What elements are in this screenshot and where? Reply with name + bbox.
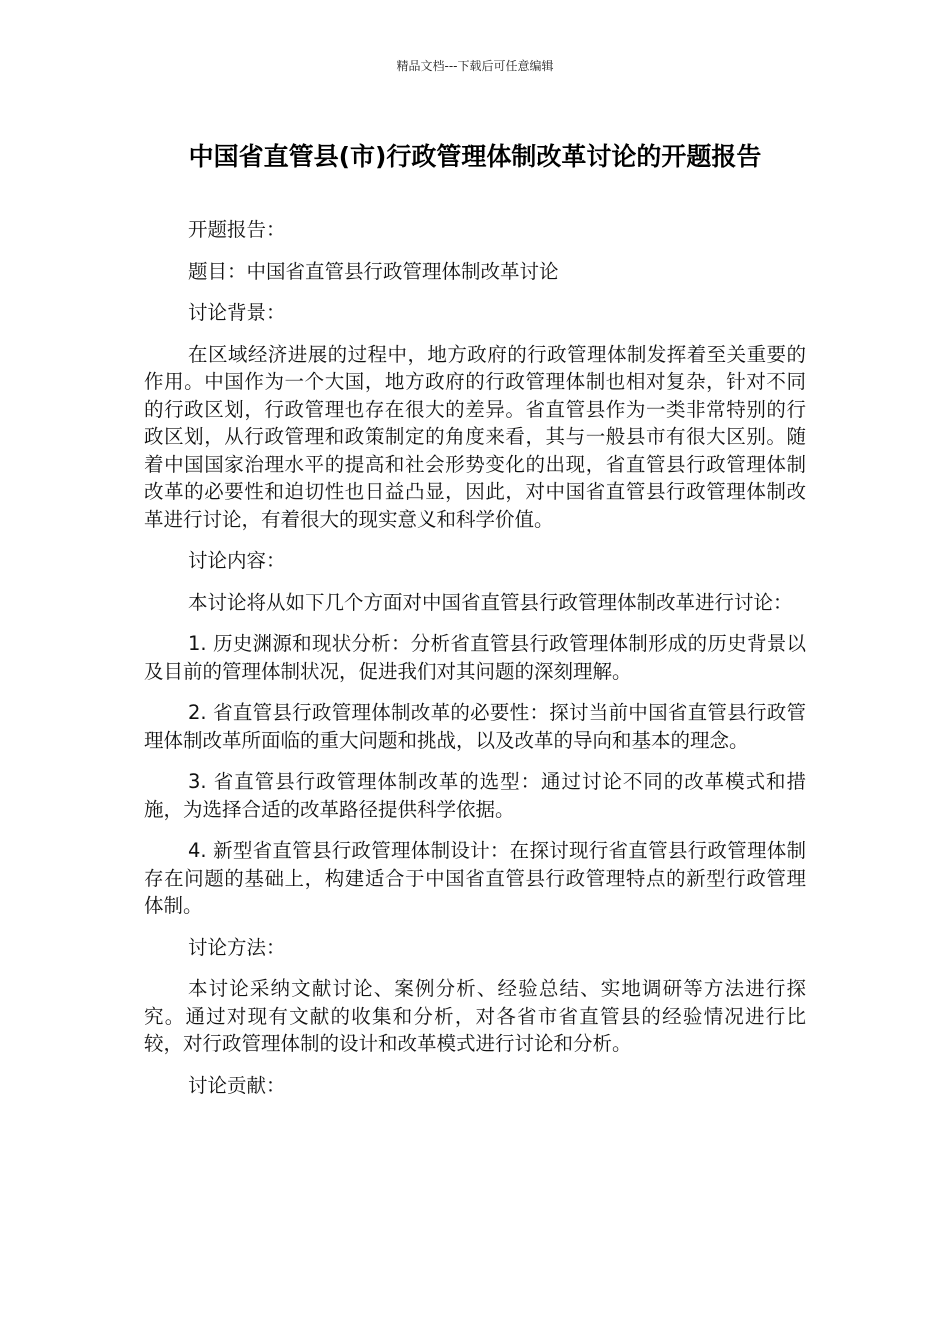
document-body xyxy=(144,216,806,1113)
content-intro-paragraph: 本讨论将从如下几个方面对中国省直管县行政管理体制改革进行讨论： xyxy=(188,590,793,614)
heading-contribution: 讨论贡献： xyxy=(188,1073,286,1097)
content-item-4: 4. 新型省直管县行政管理体制设计：在探讨现行省直管县行政管理体制存在问题的基础上，构建适合于中国省直管县行政管理特点的新型行政管理体制。 xyxy=(144,839,806,917)
heading-content: 讨论内容： xyxy=(188,549,286,572)
topic-line: 题目：中国省直管县行政管理体制改革讨论 xyxy=(188,259,559,283)
heading-background: 讨论背景： xyxy=(188,301,286,324)
label-opening-report: 开题报告： xyxy=(188,218,286,241)
content-item-3: 3. 省直管县行政管理体制改革的选型：通过讨论不同的改革模式和措施，为选择合适的改革路径提供科学依据。 xyxy=(144,770,806,821)
header-note: 精品文档---下载后可任意编辑 xyxy=(396,59,554,73)
heading-methods: 讨论方法： xyxy=(188,935,286,959)
content-item-2: 2. 省直管县行政管理体制改革的必要性：探讨当前中国省直管县行政管理体制改革所面临的重大问题和挑战，以及改革的导向和基本的理念。 xyxy=(144,701,806,752)
document-title: 中国省直管县(市)行政管理体制改革讨论的开题报告 xyxy=(188,142,762,171)
content-item-1: 1. 历史渊源和现状分析：分析省直管县行政管理体制形成的历史背景以及目前的管理体制状况，促进我们对其问题的深刻理解。 xyxy=(144,632,806,683)
background-paragraph: 在区域经济进展的过程中，地方政府的行政管理体制发挥着至关重要的作用。中国作为一个大国，地方政府的行政管理体制也相对复杂，针对不同的行政区划，行政管理也存在很大的差异。省直管县作为一类非常特别的行政区划，从行政管理和政策制定的角度来看，其与一般县市有很大区别。随着中国国家治理水平的提高和社会形势变化的出现，省直管县行政管理体制改革的必要性和迫切性也日益凸显，因此，对中国省直管县行政管理体制改革进行讨论，有着很大的现实意义和科学价值。 xyxy=(144,342,806,531)
methods-paragraph: 本讨论采纳文献讨论、案例分析、经验总结、实地调研等方法进行探究。通过对现有文献的收集和分析，对各省市省直管县的经验情况进行比较，对行政管理体制的设计和改革模式进行讨论和分析。 xyxy=(144,977,806,1055)
